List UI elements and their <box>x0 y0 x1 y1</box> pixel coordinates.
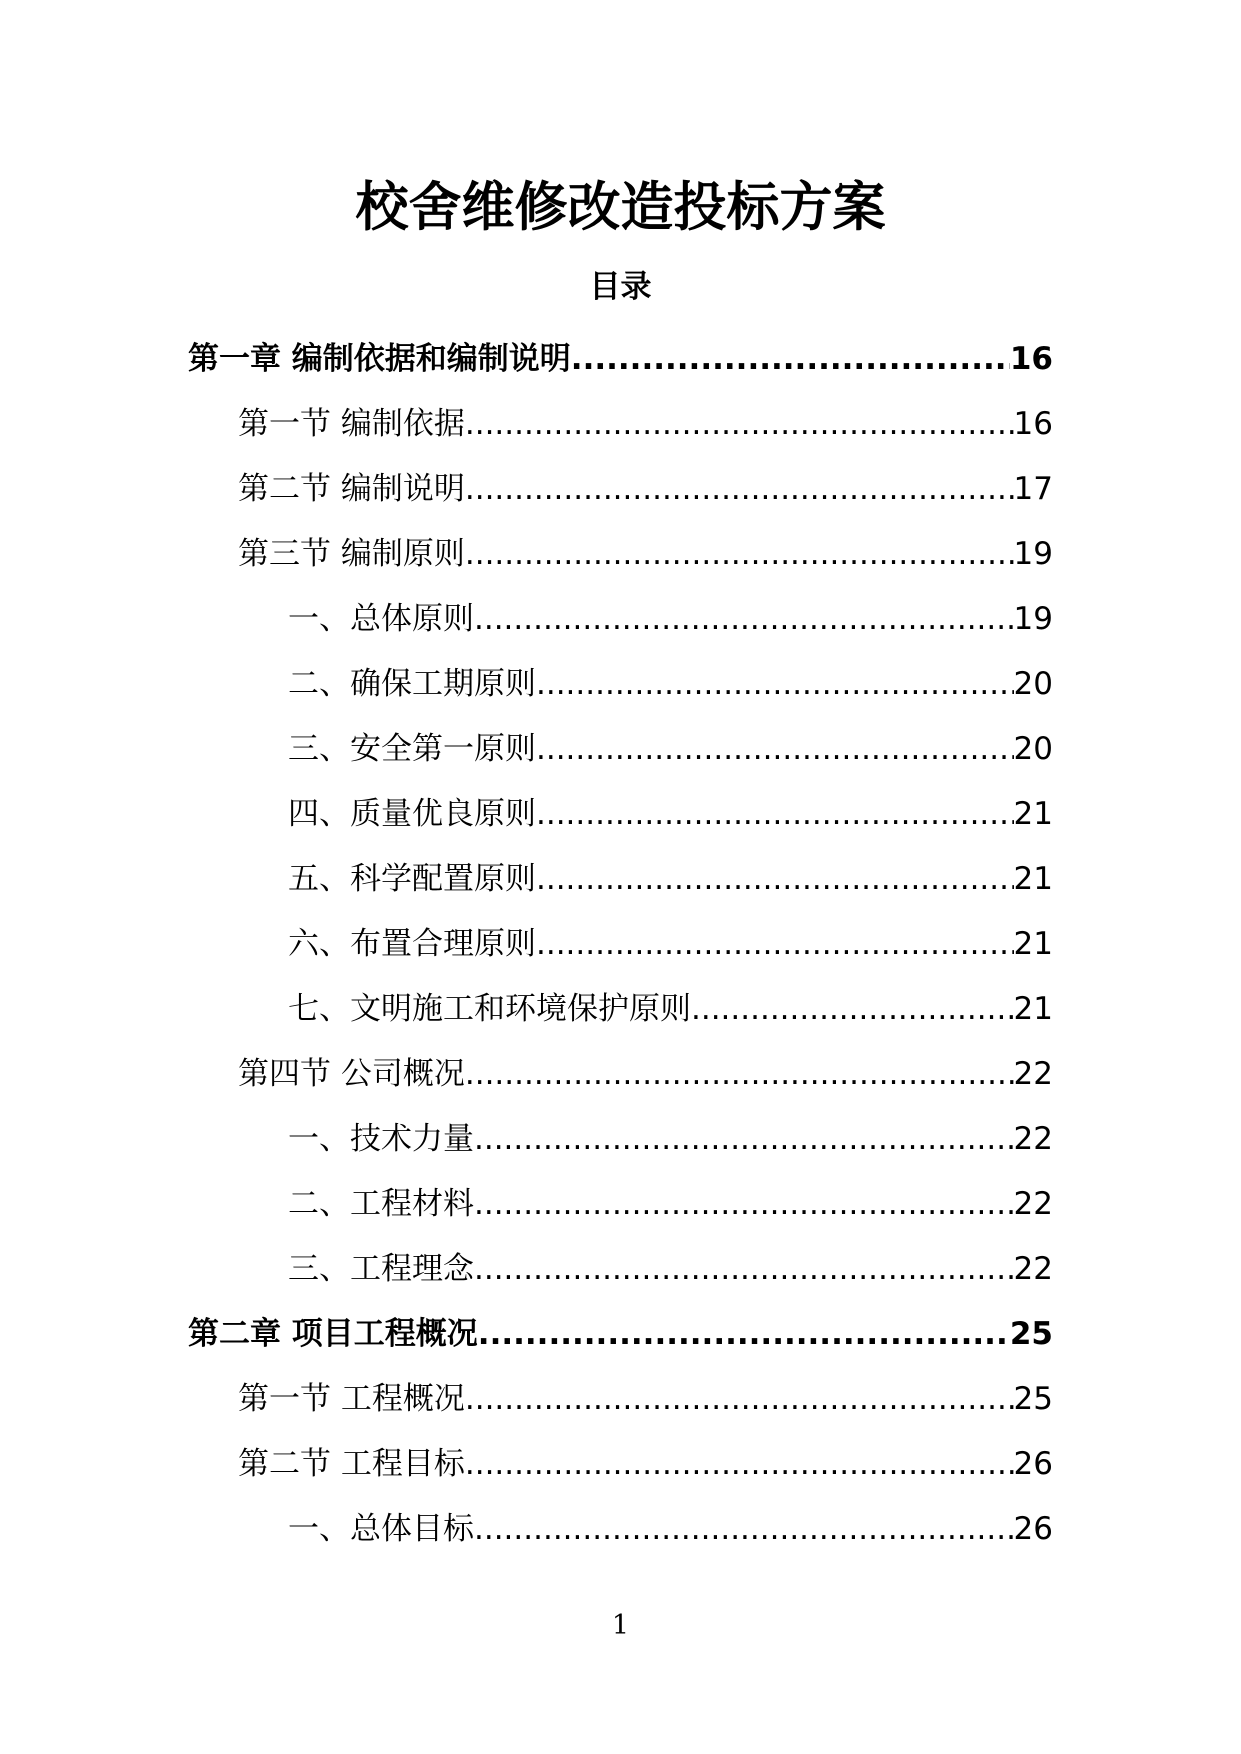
table-of-contents <box>0 326 1241 1561</box>
toc-entry[interactable] <box>0 391 1241 456</box>
toc-entry-page-number: 26 <box>1013 1510 1053 1547</box>
toc-dot-leader <box>478 1314 1010 1354</box>
toc-entry-title: 第二节 编制说明 <box>238 470 465 507</box>
toc-entry-page-number: 25 <box>1013 1380 1053 1417</box>
toc-entry-page-number: 21 <box>1013 795 1053 832</box>
toc-entry-page-number: 22 <box>1013 1055 1053 1092</box>
toc-dot-leader <box>474 1249 1014 1289</box>
toc-entry[interactable] <box>0 326 1241 391</box>
toc-dot-leader <box>465 404 1014 444</box>
toc-dot-leader <box>465 534 1014 574</box>
toc-entry[interactable] <box>0 456 1241 521</box>
toc-dot-leader <box>465 1379 1014 1419</box>
toc-entry-title: 第一节 工程概况 <box>238 1380 465 1417</box>
toc-entry[interactable] <box>0 586 1241 651</box>
toc-entry[interactable] <box>0 976 1241 1041</box>
toc-entry-page-number: 21 <box>1013 860 1053 897</box>
toc-entry[interactable] <box>0 846 1241 911</box>
toc-entry-title: 二、工程材料 <box>288 1185 474 1222</box>
toc-entry-title: 第二节 工程目标 <box>238 1445 465 1482</box>
toc-dot-leader <box>691 989 1014 1029</box>
page-number: 1 <box>611 1610 630 1641</box>
toc-entry-page-number: 25 <box>1009 1315 1053 1352</box>
toc-heading: 目录 <box>589 269 652 305</box>
toc-dot-leader <box>474 1184 1014 1224</box>
toc-entry-title: 第二章 项目工程概况 <box>188 1315 478 1352</box>
toc-entry-title: 二、确保工期原则 <box>288 665 536 702</box>
toc-entry-title: 六、布置合理原则 <box>288 925 536 962</box>
toc-dot-leader <box>465 1054 1014 1094</box>
toc-entry-page-number: 19 <box>1013 535 1053 572</box>
toc-entry-page-number: 22 <box>1013 1120 1053 1157</box>
toc-entry-page-number: 17 <box>1013 470 1053 507</box>
toc-entry[interactable] <box>0 716 1241 781</box>
toc-entry[interactable] <box>0 1171 1241 1236</box>
toc-entry-title: 三、安全第一原则 <box>288 730 536 767</box>
toc-entry-title: 第三节 编制原则 <box>238 535 465 572</box>
toc-entry[interactable] <box>0 651 1241 716</box>
toc-dot-leader <box>536 729 1014 769</box>
toc-entry-title: 第一章 编制依据和编制说明 <box>188 340 571 377</box>
toc-dot-leader <box>536 924 1014 964</box>
toc-entry-page-number: 16 <box>1013 405 1053 442</box>
toc-entry[interactable] <box>0 1496 1241 1561</box>
toc-entry-page-number: 21 <box>1013 990 1053 1027</box>
toc-dot-leader <box>465 469 1014 509</box>
toc-dot-leader <box>474 1119 1014 1159</box>
toc-entry[interactable] <box>0 1041 1241 1106</box>
toc-entry-page-number: 20 <box>1013 730 1053 767</box>
toc-entry-title: 四、质量优良原则 <box>288 795 536 832</box>
toc-dot-leader <box>474 1509 1014 1549</box>
toc-entry-title: 第四节 公司概况 <box>238 1055 465 1092</box>
toc-entry-title: 一、总体原则 <box>288 600 474 637</box>
toc-entry-title: 一、技术力量 <box>288 1120 474 1157</box>
toc-entry[interactable] <box>0 911 1241 976</box>
toc-entry-page-number: 22 <box>1013 1185 1053 1222</box>
toc-entry-page-number: 21 <box>1013 925 1053 962</box>
toc-dot-leader <box>571 339 1010 379</box>
toc-dot-leader <box>474 599 1014 639</box>
toc-dot-leader <box>465 1444 1014 1484</box>
toc-entry[interactable] <box>0 1236 1241 1301</box>
toc-dot-leader <box>536 794 1014 834</box>
toc-entry-page-number: 16 <box>1009 340 1053 377</box>
toc-entry[interactable] <box>0 1431 1241 1496</box>
toc-entry[interactable] <box>0 1106 1241 1171</box>
toc-entry[interactable] <box>0 1301 1241 1366</box>
document-title: 校舍维修改造投标方案 <box>355 177 886 238</box>
toc-entry[interactable] <box>0 1366 1241 1431</box>
toc-entry-title: 三、工程理念 <box>288 1250 474 1287</box>
toc-entry-title: 一、总体目标 <box>288 1510 474 1547</box>
toc-dot-leader <box>536 664 1014 704</box>
toc-entry-title: 第一节 编制依据 <box>238 405 465 442</box>
toc-entry[interactable] <box>0 521 1241 586</box>
toc-dot-leader <box>536 859 1014 899</box>
toc-entry-title: 七、文明施工和环境保护原则 <box>288 990 691 1027</box>
toc-entry-page-number: 20 <box>1013 665 1053 702</box>
toc-entry[interactable] <box>0 781 1241 846</box>
toc-entry-page-number: 26 <box>1013 1445 1053 1482</box>
toc-entry-title: 五、科学配置原则 <box>288 860 536 897</box>
toc-entry-page-number: 22 <box>1013 1250 1053 1287</box>
toc-entry-page-number: 19 <box>1013 600 1053 637</box>
